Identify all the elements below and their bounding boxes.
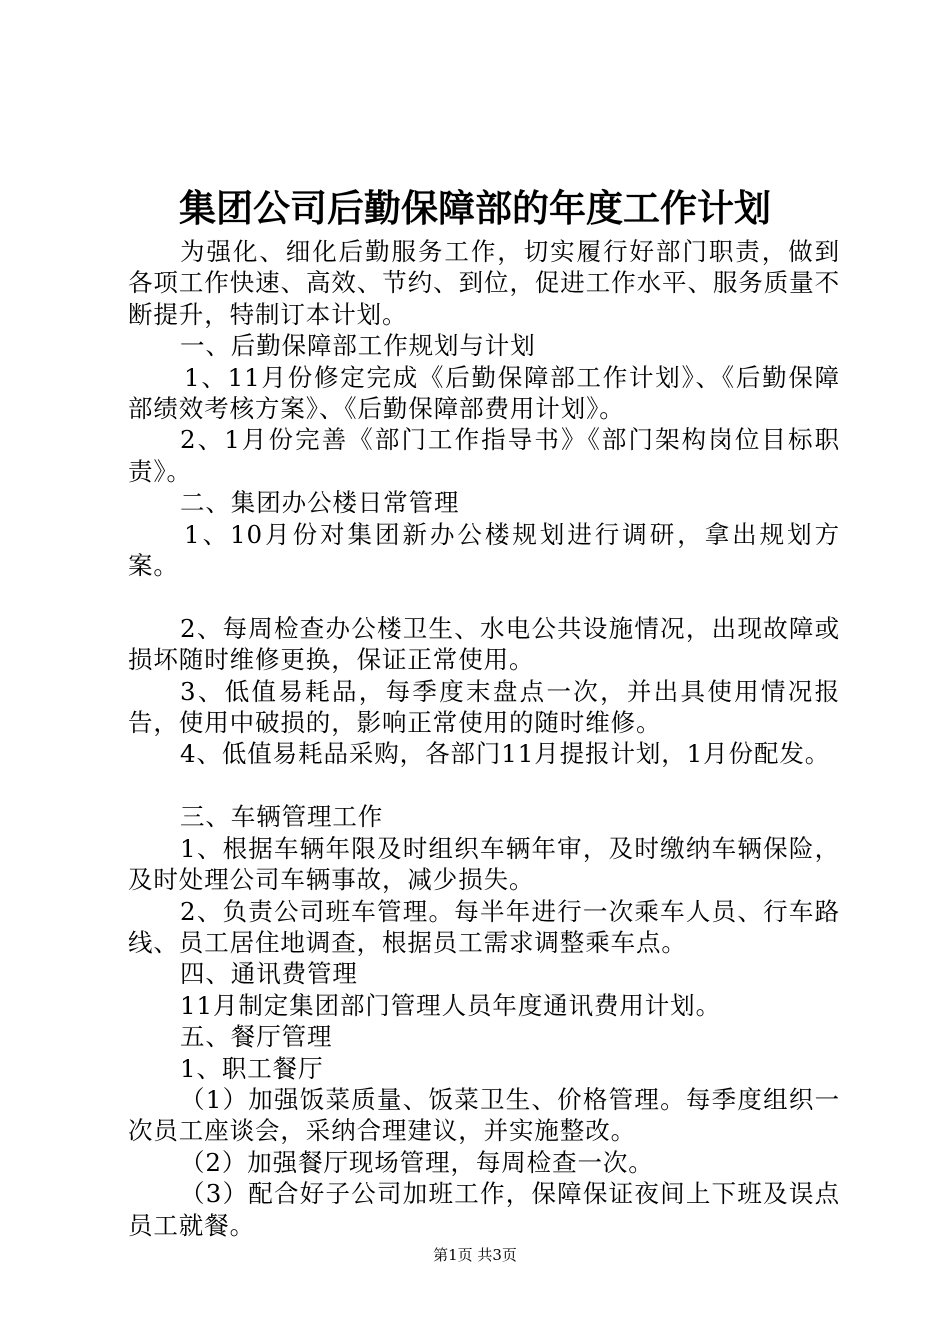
list-item: 1、10月份对集团新办公楼规划进行调研，拿出规划方案。 xyxy=(128,519,840,581)
list-item: 2、1月份完善《部门工作指导书》《部门架构岗位目标职责》。 xyxy=(128,425,840,486)
list-item: 3、低值易耗品，每季度末盘点一次，并出具使用情况报告，使用中破损的，影响正常使用的随时维修。 xyxy=(128,676,840,738)
list-item: （1）加强饭菜质量、饭菜卫生、价格管理。每季度组织一次员工座谈会，采纳合理建议，并实施整改。 xyxy=(128,1084,840,1146)
list-item: 2、负责公司班车管理。每半年进行一次乘车人员、行车路线、员工居住地调查，根据员工需求调整乘车点。 xyxy=(128,896,840,957)
intro-paragraph: 为强化、细化后勤服务工作，切实履行好部门职责，做到各项工作快速、高效、节约、到位，促进工作水平、服务质量不断提升，特制订本计划。 xyxy=(128,237,840,329)
section-heading-3: 三、车辆管理工作 xyxy=(180,802,384,832)
list-item: 11月制定集团部门管理人员年度通讯费用计划。 xyxy=(180,990,721,1020)
list-item: 4、低值易耗品采购，各部门11月提报计划，1月份配发。 xyxy=(180,739,831,769)
section-heading-4: 四、通讯费管理 xyxy=(180,959,358,989)
list-item: （3）配合好子公司加班工作，保障保证夜间上下班及误点员工就餐。 xyxy=(128,1179,840,1240)
page-number: 第1页 共3页 xyxy=(433,1246,517,1264)
section-heading-5: 五、餐厅管理 xyxy=(180,1022,333,1052)
blank-line xyxy=(128,581,840,612)
list-item: 1、根据车辆年限及时组织车辆年审，及时缴纳车辆保险，及时处理公司车辆事故，减少损失。 xyxy=(128,833,840,895)
page-title: 集团公司后勤保障部的年度工作计划 xyxy=(179,186,771,230)
document-body xyxy=(128,236,840,1241)
list-item: （2）加强餐厅现场管理，每周检查一次。 xyxy=(180,1147,654,1177)
blank-line xyxy=(128,770,840,801)
list-item: 2、每周检查办公楼卫生、水电公共设施情况，出现故障或损坏随时维修更换，保证正常使用。 xyxy=(128,613,840,675)
list-item: 1、11月份修定完成《后勤保障部工作计划》、《后勤保障部绩效考核方案》、《后勤保障部费用计划》。 xyxy=(128,362,840,424)
sub-heading: 1、职工餐厅 xyxy=(180,1053,324,1083)
section-heading-2: 二、集团办公楼日常管理 xyxy=(180,488,460,518)
section-heading-1: 一、后勤保障部工作规划与计划 xyxy=(180,331,536,361)
